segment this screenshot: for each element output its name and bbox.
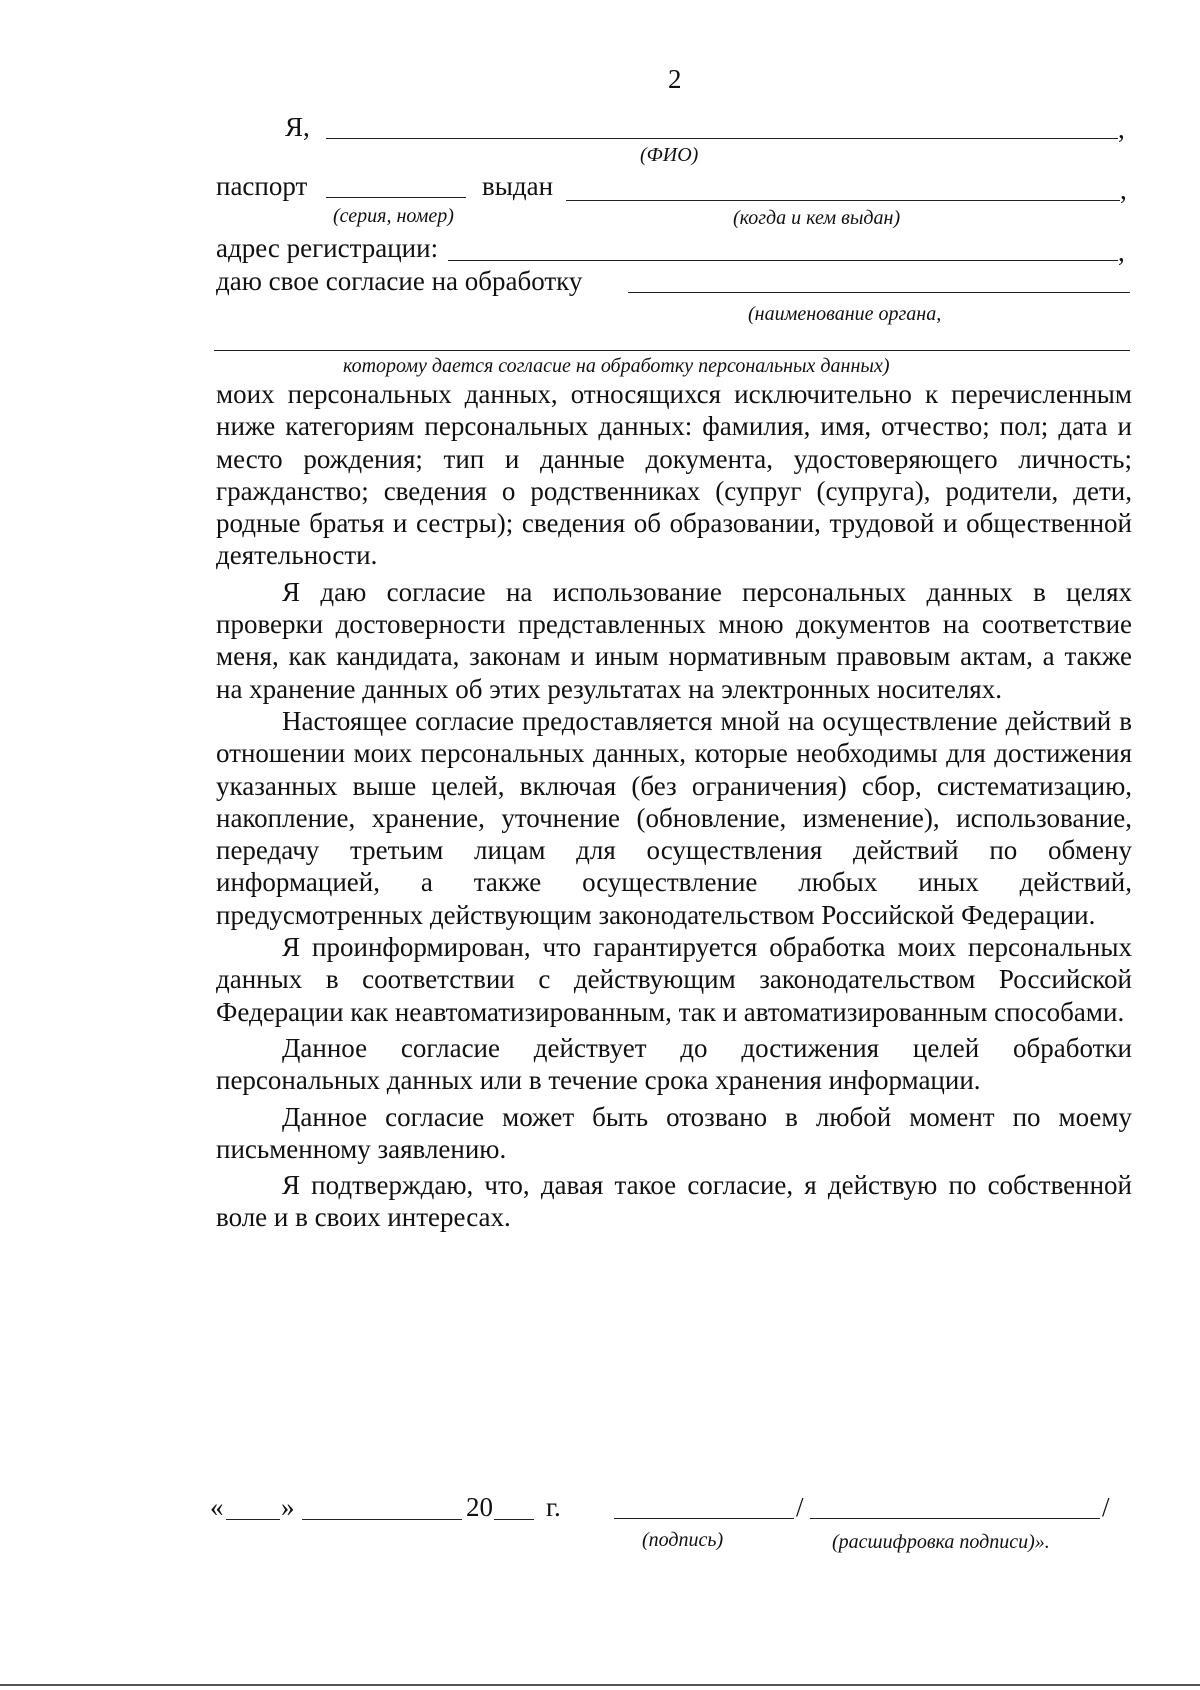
organ-field-line[interactable] <box>628 292 1130 293</box>
scan-edge-line <box>0 1684 1200 1686</box>
signature-decoding-field-line[interactable] <box>810 1518 1100 1519</box>
year-suffix: г. <box>546 1492 561 1522</box>
address-field-line[interactable] <box>448 260 1118 261</box>
quote-close: » <box>281 1492 295 1522</box>
issued-comma: , <box>1120 175 1127 205</box>
paragraph-categories: моих персональных данных, относящихся исключительно к перечисленным ниже категориям персональных данных: фамилия, имя, отчество; пол; дата и место рождения; тип и данные документа, удостоверяющего личность; гражданство; сведения о родственниках (супруг (супруга), родители, дети, родные братья и сестры); сведения об образовании, трудовой и общественной деятельности. <box>216 379 1132 571</box>
series-caption: (серия, номер) <box>333 205 454 227</box>
address-label: адрес регистрации: <box>216 233 439 263</box>
organ-field-line-2[interactable] <box>214 350 1130 351</box>
paragraph-informed: Я проинформирован, что гарантируется обработка моих персональных данных в соответствии с действующим законодательством Российской Федерации как неавтоматизированным, так и автоматизированным способами. <box>216 932 1132 1027</box>
signature-field-line[interactable] <box>614 1518 794 1519</box>
day-field-line[interactable] <box>226 1519 280 1520</box>
month-field-line[interactable] <box>302 1519 462 1520</box>
fio-caption: (ФИО) <box>640 144 699 166</box>
signature-caption: (подпись) <box>642 1529 724 1551</box>
signature-slash-2: / <box>1102 1492 1110 1522</box>
address-comma: , <box>1118 237 1125 267</box>
paragraph-actions: Настоящее согласие предоставляется мной на осуществление действий в отношении моих персональных данных, которые необходимы для достижения указанных выше целей, включая (без ограничения) сбор, систематизацию, накопление, хранение, уточнение (обновление, изменение), использование, передачу третьим лицам для осуществления действий по обмену информацией, а также осуществление любых иных действий, предусмотренных действующим законодательством Российской Федерации. <box>216 705 1132 930</box>
issued-label: выдан <box>482 171 554 201</box>
year-prefix: 20 <box>466 1492 493 1522</box>
paragraph-revocation: Данное согласие может быть отозвано в любой момент по моему письменному заявлению. <box>216 1101 1132 1164</box>
issued-caption: (когда и кем выдан) <box>733 207 901 229</box>
passport-series-field-line[interactable] <box>326 197 466 198</box>
paragraph-purpose: Я даю согласие на использование персональных данных в целях проверки достоверности представленных мною документов на соответствие меня, как кандидата, законам и иным нормативным правовым актам, а также на хранение данных об этих результатах на электронных носителях. <box>216 576 1132 704</box>
fio-comma: , <box>1118 114 1125 144</box>
organ-caption-2: которому дается согласие на обработку персональных данных) <box>343 355 890 377</box>
decoding-caption: (расшифровка подписи)». <box>832 1531 1050 1553</box>
issued-field-line[interactable] <box>566 200 1120 201</box>
passport-label: паспорт <box>216 171 308 201</box>
paragraph-confirmation: Я подтверждаю, что, давая такое согласие, я действую по собственной воле и в своих интересах. <box>216 1170 1132 1233</box>
consent-label: даю свое согласие на обработку <box>216 266 583 296</box>
organ-caption-1: (наименование органа, <box>748 303 942 325</box>
year-field-line[interactable] <box>494 1519 534 1520</box>
consent-body <box>216 378 1132 1234</box>
paragraph-validity: Данное согласие действует до достижения целей обработки персональных данных или в течение срока хранения информации. <box>216 1032 1132 1096</box>
fio-field-line[interactable] <box>326 138 1118 139</box>
page-number: 2 <box>668 64 682 94</box>
signature-slash-1: / <box>796 1492 804 1522</box>
quote-open: « <box>210 1492 224 1522</box>
ya-label: Я, <box>285 112 310 142</box>
